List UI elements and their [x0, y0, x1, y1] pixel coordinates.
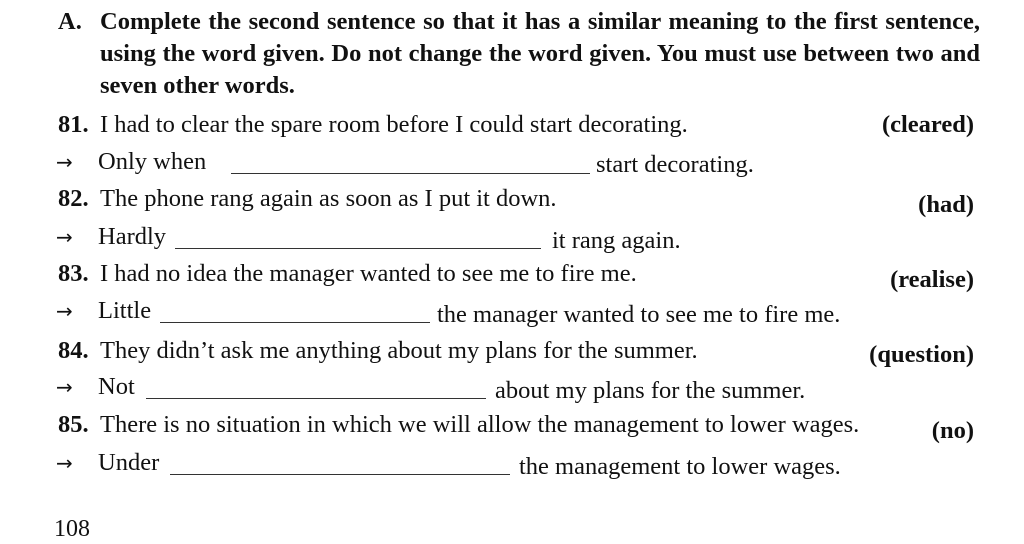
arrow-icon: → [56, 299, 73, 323]
answer-end: the manager wanted to see me to fire me. [437, 301, 841, 328]
keyword-given: (had) [918, 191, 974, 218]
arrow-icon: → [56, 375, 73, 399]
answer-blank[interactable] [231, 151, 590, 174]
arrow-icon: → [56, 150, 73, 174]
answer-end: the management to lower wages. [519, 453, 841, 480]
answer-start: Only when [98, 148, 207, 175]
section-instruction [58, 6, 980, 102]
answer-blank[interactable] [175, 226, 541, 249]
instruction-text: Complete the second sentence so that it has a similar meaning to the first sentence, using the word given. Do not change the word given. You must use between two and seven other words. [100, 8, 980, 99]
question-number: 85. [58, 411, 89, 438]
page-number: 108 [54, 516, 90, 542]
answer-end: about my plans for the summer. [495, 377, 806, 404]
answer-start: Little [98, 297, 152, 324]
answer-start: Under [98, 449, 160, 476]
keyword-given: (realise) [890, 266, 974, 293]
question-number: 83. [58, 260, 89, 287]
question-number: 84. [58, 337, 89, 364]
answer-start: Hardly [98, 223, 167, 250]
question-sentence: I had to clear the spare room before I could start decorating. [100, 111, 688, 138]
keyword-given: (no) [931, 417, 974, 444]
keyword-given: (question) [869, 341, 974, 368]
question-sentence: The phone rang again as soon as I put it down. [100, 185, 557, 212]
arrow-icon: → [56, 451, 73, 475]
section-letter: A. [58, 8, 82, 35]
question-sentence: There is no situation in which we will allow the management to lower wages. [100, 411, 860, 438]
answer-start: Not [98, 373, 135, 400]
arrow-icon: → [56, 225, 73, 249]
question-number: 81. [58, 111, 89, 138]
answer-blank[interactable] [170, 452, 510, 475]
answer-end: it rang again. [552, 227, 681, 254]
answer-blank[interactable] [160, 300, 430, 323]
question-number: 82. [58, 185, 89, 212]
answer-end: start decorating. [596, 151, 754, 178]
keyword-given: (cleared) [881, 111, 974, 138]
question-sentence: I had no idea the manager wanted to see me to fire me. [100, 260, 637, 287]
answer-blank[interactable] [146, 376, 486, 399]
question-sentence: They didn’t ask me anything about my plans for the summer. [100, 337, 698, 364]
